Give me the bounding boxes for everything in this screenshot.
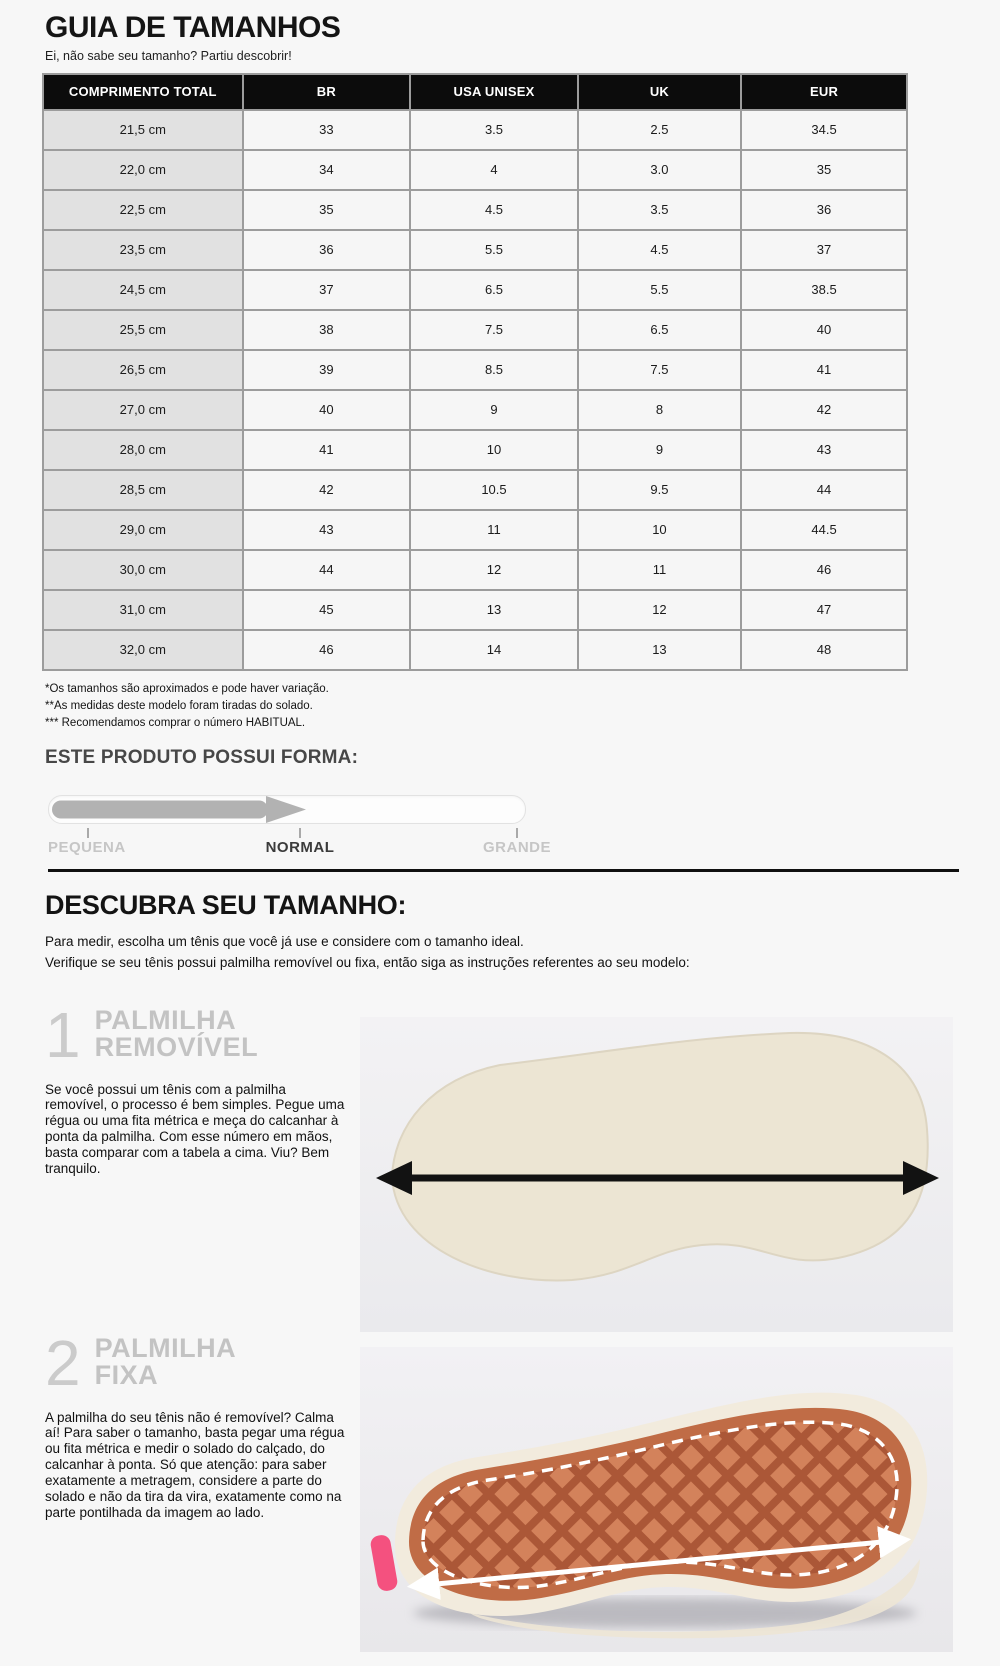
tick-pequena [87,828,89,838]
length-cell: 27,0 cm [43,390,243,430]
length-cell: 28,0 cm [43,430,243,470]
forma-ticks [48,827,526,839]
table-notes [45,681,1000,731]
length-cell: 31,0 cm [43,590,243,630]
forma-gauge [48,795,526,824]
table-row [43,310,907,350]
insole-photo [360,1017,953,1332]
column-header: USA UNISEX [410,74,578,110]
table-row [43,390,907,430]
size-cell: 3.0 [578,150,741,190]
size-cell: 9.5 [578,470,741,510]
sole-photo [360,1347,953,1652]
column-header: COMPRIMENTO TOTAL [43,74,243,110]
length-cell: 22,0 cm [43,150,243,190]
step-2-body: A palmilha do seu tênis não é removível? Calma aí! Para saber o tamanho, basta pegar uma régua ou fita métrica e medir o solado do calçado, do calcanhar à ponta. Só que atenção: para saber exatamente a metragem, considere a parte do solado e não da tira da vira, exatamente como na parte pontilhada da imagem ao lado. [45,1409,345,1521]
length-cell: 28,5 cm [43,470,243,510]
table-row [43,190,907,230]
length-cell: 23,5 cm [43,230,243,270]
length-cell: 24,5 cm [43,270,243,310]
discover-intro-line2: Verifique se seu tênis possui palmilha removível ou fixa, então siga as instruções referentes ao seu modelo: [45,954,690,970]
forma-labels [48,838,552,857]
step-1-header [45,998,350,1071]
size-cell: 42 [243,470,411,510]
table-row [43,470,907,510]
waffle-sole-illustration [360,1347,953,1652]
table-row [43,270,907,310]
step-2-number: 2 [45,1326,81,1399]
length-cell: 25,5 cm [43,310,243,350]
table-row [43,590,907,630]
size-cell: 3.5 [578,190,741,230]
size-cell: 13 [578,630,741,670]
column-header: BR [243,74,411,110]
column-header: EUR [741,74,907,110]
table-row [43,510,907,550]
length-cell: 30,0 cm [43,550,243,590]
table-row [43,430,907,470]
table-row [43,110,907,150]
forma-label-grande: GRANDE [482,838,552,856]
size-cell: 12 [578,590,741,630]
table-row [43,550,907,590]
size-cell: 10 [410,430,578,470]
size-cell: 44 [741,470,907,510]
size-cell: 41 [741,350,907,390]
table-row [43,150,907,190]
discover-heading: DESCUBRA SEU TAMANHO: [45,889,407,920]
size-cell: 33 [243,110,411,150]
page-title: GUIA DE TAMANHOS [45,11,341,44]
step-2-fixed-insole [45,1326,350,1521]
size-cell: 38.5 [741,270,907,310]
table-row [43,230,907,270]
discover-intro-line1: Para medir, escolha um tênis que você já use e considere com o tamanho ideal. [45,933,524,949]
size-cell: 39 [243,350,411,390]
size-cell: 34.5 [741,110,907,150]
size-cell: 4.5 [578,230,741,270]
step-2-header [45,1326,350,1399]
size-cell: 5.5 [578,270,741,310]
size-cell: 8.5 [410,350,578,390]
step-1-removable-insole [45,998,350,1177]
size-cell: 47 [741,590,907,630]
insole-illustration [360,1017,953,1332]
size-cell: 4 [410,150,578,190]
table-row [43,350,907,390]
size-cell: 2.5 [578,110,741,150]
size-cell: 42 [741,390,907,430]
size-cell: 37 [741,230,907,270]
size-cell: 11 [578,550,741,590]
size-cell: 35 [243,190,411,230]
forma-heading: ESTE PRODUTO POSSUI FORMA: [45,746,359,768]
size-cell: 7.5 [578,350,741,390]
table-header-row [43,74,907,110]
length-cell: 22,5 cm [43,190,243,230]
size-cell: 6.5 [578,310,741,350]
step-1-body: Se você possui um tênis com a palmilha removível, o processo é bem simples. Pegue uma régua ou uma fita métrica e meça do calcanhar à ponta da palmilha. Com esse número em mãos, basta comparar com a tabela a cima. Viu? Bem tranquilo. [45,1081,345,1177]
table-row [43,630,907,670]
size-cell: 3.5 [410,110,578,150]
size-cell: 43 [243,510,411,550]
size-table [42,73,908,671]
size-cell: 4.5 [410,190,578,230]
forma-label-normal: NORMAL [265,838,335,856]
step-1-number: 1 [45,998,81,1071]
length-cell: 32,0 cm [43,630,243,670]
step-1-title: PALMILHA REMOVÍVEL [94,1004,259,1063]
forma-label-pequena: PEQUENA [48,838,126,856]
size-cell: 36 [741,190,907,230]
size-cell: 46 [243,630,411,670]
length-cell: 29,0 cm [43,510,243,550]
step-2-title: PALMILHA FIXA [94,1332,237,1391]
size-cell: 14 [410,630,578,670]
size-cell: 12 [410,550,578,590]
size-cell: 5.5 [410,230,578,270]
note-3: *** Recomendamos comprar o número HABITUAL. [45,716,306,729]
note-2: **As medidas deste modelo foram tiradas do solado. [45,699,313,712]
size-cell: 48 [741,630,907,670]
note-1: *Os tamanhos são aproximados e pode haver variação. [45,682,329,695]
size-cell: 13 [410,590,578,630]
column-header: UK [578,74,741,110]
size-cell: 38 [243,310,411,350]
size-cell: 9 [578,430,741,470]
discover-section [0,872,1000,1666]
size-cell: 6.5 [410,270,578,310]
size-cell: 35 [741,150,907,190]
length-cell: 26,5 cm [43,350,243,390]
tick-normal [299,828,301,838]
size-cell: 36 [243,230,411,270]
size-cell: 11 [410,510,578,550]
size-cell: 44.5 [741,510,907,550]
size-cell: 40 [243,390,411,430]
table-body [43,110,907,670]
size-cell: 8 [578,390,741,430]
size-cell: 45 [243,590,411,630]
size-cell: 37 [243,270,411,310]
size-cell: 40 [741,310,907,350]
size-cell: 46 [741,550,907,590]
size-cell: 34 [243,150,411,190]
size-cell: 44 [243,550,411,590]
forma-arrow-icon [49,796,525,823]
size-cell: 10.5 [410,470,578,510]
page-subtitle: Ei, não sabe seu tamanho? Partiu descobrir! [45,48,292,63]
size-cell: 43 [741,430,907,470]
size-cell: 10 [578,510,741,550]
size-cell: 7.5 [410,310,578,350]
tick-grande [516,828,518,838]
forma-indicator [48,795,552,857]
size-cell: 41 [243,430,411,470]
size-cell: 9 [410,390,578,430]
length-cell: 21,5 cm [43,110,243,150]
